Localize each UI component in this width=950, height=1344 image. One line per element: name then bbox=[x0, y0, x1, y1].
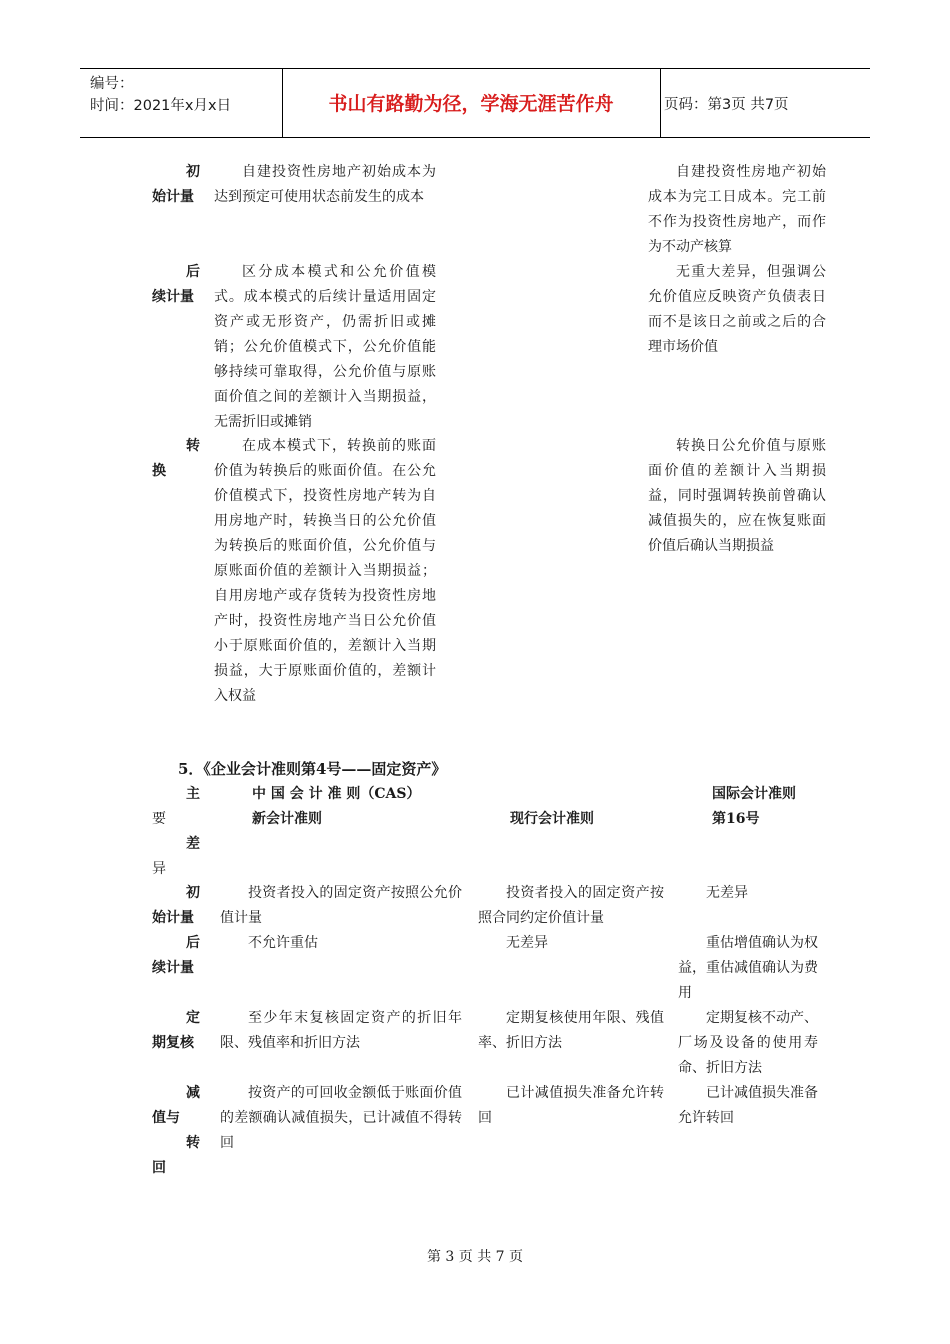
doc-number-label: 编号： bbox=[90, 76, 134, 92]
cell-old: 投资者投入的固定资产按照合同约定价值计量 bbox=[478, 885, 664, 926]
cell-ias: 转换日公允价值与原账面价值的差额计入当期损益，同时强调转换前曾确认减值损失的，应在恢复账面价值后确认当期损益 bbox=[648, 438, 826, 554]
cell-ias: 重估增值确认为权益，重估减值确认为费用 bbox=[678, 935, 818, 1001]
row-head: 初 bbox=[186, 164, 200, 180]
row-head: 期复核 bbox=[152, 1035, 194, 1051]
cell-ias: 已计减值损失准备允许转回 bbox=[678, 1085, 818, 1126]
cell-ias: 自建投资性房地产初始成本为完工日成本。完工前不作为投资性房地产，而作为不动产核算 bbox=[648, 164, 826, 255]
row-head: 定 bbox=[186, 1010, 200, 1026]
header-ias-number: 第16号 bbox=[712, 811, 760, 827]
header-old-standard: 现行会计准则 bbox=[510, 811, 594, 827]
header-divider bbox=[660, 69, 661, 137]
header-main: 异 bbox=[152, 861, 166, 877]
row-head: 始计量 bbox=[152, 189, 194, 205]
doc-time-label: 时间：2021年x月x日 bbox=[90, 98, 232, 114]
cell-ias: 无差异 bbox=[706, 885, 748, 901]
page-footer: 第 3 页 共 7 页 bbox=[426, 1249, 524, 1265]
row-head: 初 bbox=[186, 885, 200, 901]
cell-new: 按资产的可回收金额低于账面价值的差额确认减值损失，已计减值不得转回 bbox=[220, 1085, 462, 1151]
cell-cas: 在成本模式下，转换前的账面价值为转换后的账面价值。在公允价值模式下，投资性房地产转为自用房地产时，转换当日的公允价值为转换后的账面价值，公允价值与原账面价值的差额计入当期损益；自用房地产或存货转为投资性房地产时，投资性房地产当日公允价值小于原账面价值的，差额计入当期损益，大于原账面价值的，差额计入权益 bbox=[214, 438, 436, 704]
page-header bbox=[80, 68, 870, 138]
header-page-number: 页码：第3页 共7页 bbox=[664, 97, 789, 113]
cell-old: 无差异 bbox=[506, 935, 548, 951]
header-main: 差 bbox=[186, 836, 200, 852]
section-title: 5．《企业会计准则第4号——固定资产》 bbox=[178, 760, 447, 778]
cell-cas: 自建投资性房地产初始成本为达到预定可使用状态前发生的成本 bbox=[214, 164, 436, 205]
header-main: 要 bbox=[152, 811, 166, 827]
header-meta bbox=[90, 73, 231, 117]
row-head: 后 bbox=[186, 935, 200, 951]
header-cas-group: 中 国 会 计 准 则（CAS） bbox=[252, 786, 421, 802]
cell-new: 投资者投入的固定资产按照公允价值计量 bbox=[220, 885, 462, 926]
cell-ias: 无重大差异，但强调公允价值应反映资产负债表日而不是该日之前或之后的合理市场价值 bbox=[648, 264, 826, 355]
header-ias: 国际会计准则 bbox=[712, 786, 796, 802]
cell-old: 已计减值损失准备允许转回 bbox=[478, 1085, 664, 1126]
cell-old: 定期复核使用年限、残值率、折旧方法 bbox=[478, 1010, 664, 1051]
row-head: 续计量 bbox=[152, 960, 194, 976]
row-head: 转 bbox=[186, 438, 200, 454]
row-head: 后 bbox=[186, 264, 200, 280]
row-head: 续计量 bbox=[152, 289, 194, 305]
row-head: 值与 bbox=[152, 1110, 180, 1126]
header-main: 主 bbox=[186, 786, 200, 802]
row-head: 始计量 bbox=[152, 910, 194, 926]
row-head: 换 bbox=[152, 463, 166, 479]
cell-new: 至少年末复核固定资产的折旧年限、残值率和折旧方法 bbox=[220, 1010, 462, 1051]
cell-ias: 定期复核不动产、厂场及设备的使用寿命、折旧方法 bbox=[678, 1010, 818, 1076]
header-motto: 书山有路勤为径，学海无涯苦作舟 bbox=[328, 93, 614, 115]
cell-new: 不允许重估 bbox=[248, 935, 318, 951]
cell-cas: 区分成本模式和公允价值模式。成本模式的后续计量适用固定资产或无形资产，仍需折旧或摊销；公允价值模式下，公允价值能够持续可靠取得，公允价值与原账面价值之间的差额计入当期损益，无需折旧或摊销 bbox=[214, 264, 436, 430]
header-new-standard: 新会计准则 bbox=[252, 811, 322, 827]
row-head: 转 bbox=[186, 1135, 200, 1151]
row-head: 回 bbox=[152, 1160, 166, 1176]
row-head: 减 bbox=[186, 1085, 200, 1101]
